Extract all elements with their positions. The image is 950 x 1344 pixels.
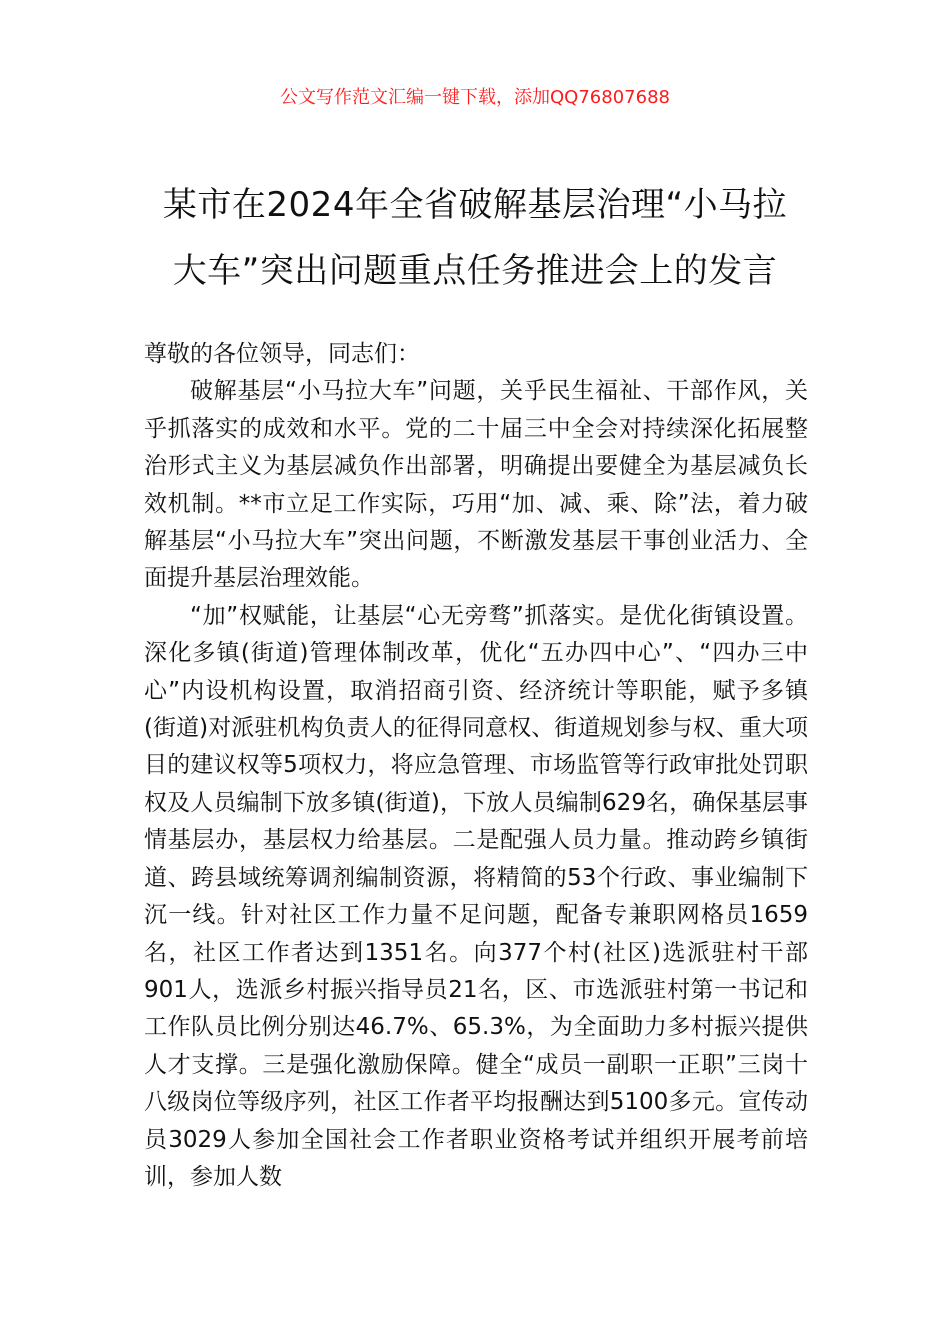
- salutation: 尊敬的各位领导，同志们：: [144, 341, 420, 367]
- download-banner: 公文写作范文汇编一键下载，添加QQ76807688: [280, 87, 670, 108]
- document-title: [120, 172, 830, 304]
- title-line-2: 大车”突出问题重点任务推进会上的发言: [172, 251, 778, 291]
- paragraph-intro: 破解基层“小马拉大车”问题，关乎民生福祉、干部作风，关乎抓落实的成效和水平。党的二十届三中全会对持续深化拓展整治形式主义为基层减负作出部署，明确提出要健全为基层减负长效机制。**市立足工作实际，巧用“加、减、乘、除”法，着力破解基层“小马拉大车”突出问题，不断激发基层干事创业活力、全面提升基层治理效能。: [144, 378, 808, 592]
- paragraph-add-empowerment: “加”权赋能，让基层“心无旁骛”抓落实。是优化街镇设置。深化多镇(街道)管理体制改革，优化“五办四中心”、“四办三中心”内设机构设置，取消招商引资、经济统计等职能，赋予多镇(街道)对派驻机构负责人的征得同意权、街道规划参与权、重大项目的建议权等5项权力，将应急管理、市场监管等行政审批处罚职权及人员编制下放多镇(街道)，下放人员编制629名，确保基层事情基层办，基层权力给基层。二是配强人员力量。推动跨乡镇街道、跨县域统筹调剂编制资源，将精简的53个行政、事业编制下沉一线。针对社区工作力量不足问题，配备专兼职网格员1659名，社区工作者达到1351名。向377个村(社区)选派驻村干部901人，选派乡村振兴指导员21名，区、市选派驻村第一书记和工作队员比例分别达46.7%、65.3%，为全面助力多村振兴提供人才支撑。三是强化激励保障。健全“成员一副职一正职”三岗十八级岗位等级序列，社区工作者平均报酬达到5100多元。宣传动员3029人参加全国社会工作者职业资格考试并组织开展考前培训，参加人数: [144, 602, 808, 1190]
- document-body: [144, 336, 808, 1196]
- title-line-1: 某市在2024年全省破解基层治理“小马拉: [162, 185, 788, 225]
